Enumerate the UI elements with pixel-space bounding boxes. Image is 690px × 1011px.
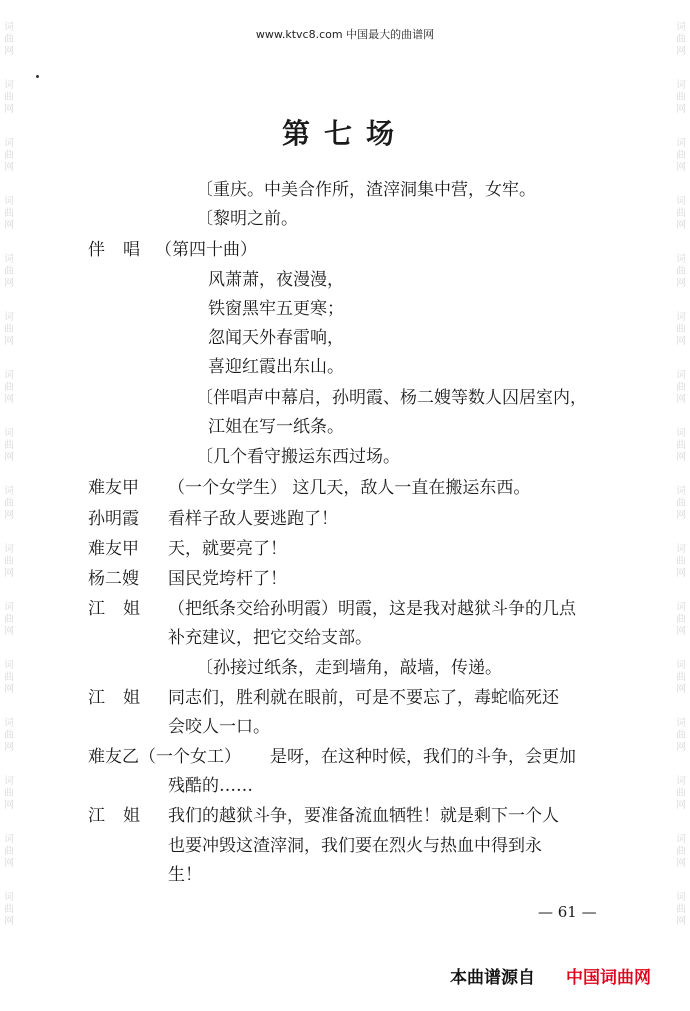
watermark-glyph-group xyxy=(676,80,686,116)
footer-source-label: 本曲谱源自 xyxy=(450,968,535,988)
watermark-glyph: 曲 xyxy=(676,614,686,625)
watermark-glyph: 曲 xyxy=(676,730,686,741)
stage-direction: 〔重庆。中美合作所，渣滓洞集中营，女牢。 xyxy=(196,180,536,200)
lyric-line: 风萧萧，夜漫漫， xyxy=(208,270,344,290)
watermark-glyph-group xyxy=(4,602,14,638)
watermark-glyph: 网 xyxy=(4,452,14,463)
watermark-glyph-group xyxy=(4,660,14,696)
watermark-glyph: 词 xyxy=(676,254,686,265)
watermark-glyph-group xyxy=(676,196,686,232)
dialogue-text: 会咬人一口。 xyxy=(168,717,270,737)
watermark-glyph: 词 xyxy=(676,428,686,439)
watermark-glyph: 曲 xyxy=(4,382,14,393)
dialogue-text: （把纸条交给孙明霞）明霞，这是我对越狱斗争的几点 xyxy=(168,599,576,619)
speaker-name: 孙明霞 xyxy=(88,509,139,529)
watermark-glyph: 词 xyxy=(4,254,14,265)
watermark-glyph: 曲 xyxy=(676,672,686,683)
speaker-name: 江姐 xyxy=(88,599,158,619)
watermark-glyph: 曲 xyxy=(4,846,14,857)
watermark-glyph-group xyxy=(676,660,686,696)
watermark-glyph-group xyxy=(676,776,686,812)
watermark-glyph: 词 xyxy=(4,776,14,787)
dialogue-text: 天，就要亮了！ xyxy=(168,539,287,559)
watermark-glyph: 词 xyxy=(676,22,686,33)
watermark-glyph: 曲 xyxy=(676,34,686,45)
watermark-glyph: 曲 xyxy=(4,34,14,45)
speaker-name: 难友乙（一个女工） xyxy=(88,747,241,767)
watermark-glyph: 网 xyxy=(4,162,14,173)
watermark-glyph: 曲 xyxy=(4,730,14,741)
watermark-glyph: 曲 xyxy=(676,266,686,277)
scene-title: 第七场 xyxy=(281,117,408,150)
watermark-glyph: 网 xyxy=(4,626,14,637)
watermark-glyph: 网 xyxy=(676,278,686,289)
stage-direction: 〔黎明之前。 xyxy=(196,209,298,229)
footer-site-link[interactable]: 中国词曲网 xyxy=(566,968,651,988)
watermark-glyph: 词 xyxy=(4,660,14,671)
watermark-glyph-group xyxy=(4,370,14,406)
dialogue-text: 是呀，在这种时候，我们的斗争，会更加 xyxy=(270,747,576,767)
speaker-name: 江姐 xyxy=(88,688,158,708)
watermark-glyph: 网 xyxy=(676,452,686,463)
watermark-glyph: 词 xyxy=(676,834,686,845)
watermark-glyph: 词 xyxy=(676,544,686,555)
watermark-glyph-group xyxy=(676,486,686,522)
watermark-glyph: 网 xyxy=(676,336,686,347)
watermark-glyph: 网 xyxy=(4,46,14,57)
dialogue-text: 我们的越狱斗争，要准备流血牺牲！就是剩下一个人 xyxy=(168,806,559,826)
print-speck xyxy=(36,75,39,78)
watermark-glyph: 词 xyxy=(676,602,686,613)
stage-direction: 〔孙接过纸条，走到墙角，敲墙，传递。 xyxy=(196,658,502,678)
watermark-glyph: 曲 xyxy=(4,150,14,161)
watermark-glyph: 词 xyxy=(4,80,14,91)
watermark-glyph: 曲 xyxy=(4,324,14,335)
stage-direction: 〔几个看守搬运东西过场。 xyxy=(196,447,400,467)
watermark-glyph: 网 xyxy=(676,684,686,695)
watermark-glyph: 网 xyxy=(4,568,14,579)
watermark-glyph: 网 xyxy=(4,220,14,231)
watermark-glyph: 词 xyxy=(4,138,14,149)
watermark-glyph: 曲 xyxy=(4,440,14,451)
watermark-glyph: 网 xyxy=(676,800,686,811)
watermark-glyph: 网 xyxy=(676,46,686,57)
site-header: www.ktvc8.com 中国最大的曲谱网 xyxy=(255,28,435,41)
watermark-glyph-group xyxy=(4,776,14,812)
watermark-glyph: 曲 xyxy=(676,150,686,161)
dialogue-text: 残酷的…… xyxy=(168,776,253,796)
dialogue-text: 国民党垮杆了！ xyxy=(168,569,287,589)
watermark-glyph: 曲 xyxy=(676,382,686,393)
watermark-glyph-group xyxy=(4,486,14,522)
watermark-glyph: 曲 xyxy=(676,846,686,857)
watermark-glyph: 网 xyxy=(4,336,14,347)
watermark-glyph: 网 xyxy=(676,220,686,231)
watermark-glyph: 曲 xyxy=(4,266,14,277)
watermark-glyph-group xyxy=(4,428,14,464)
lyric-line: 忽闻天外春雷响， xyxy=(208,328,344,348)
watermark-glyph: 曲 xyxy=(676,440,686,451)
watermark-glyph: 词 xyxy=(676,718,686,729)
watermark-glyph: 词 xyxy=(4,544,14,555)
watermark-glyph: 词 xyxy=(676,138,686,149)
watermark-glyph: 词 xyxy=(676,486,686,497)
watermark-glyph: 网 xyxy=(676,568,686,579)
watermark-glyph: 曲 xyxy=(676,324,686,335)
dialogue-text: 看样子敌人要逃跑了！ xyxy=(168,509,338,529)
watermark-glyph: 词 xyxy=(4,370,14,381)
watermark-glyph: 网 xyxy=(676,916,686,927)
dialogue-text: （一个女学生） 这几天，敌人一直在搬运东西。 xyxy=(168,478,531,498)
watermark-glyph-group xyxy=(4,196,14,232)
watermark-glyph: 网 xyxy=(4,278,14,289)
watermark-glyph: 网 xyxy=(676,510,686,521)
watermark-glyph-group xyxy=(4,254,14,290)
watermark-glyph: 词 xyxy=(4,196,14,207)
watermark-glyph: 曲 xyxy=(676,788,686,799)
watermark-glyph: 网 xyxy=(676,626,686,637)
watermark-glyph: 曲 xyxy=(676,556,686,567)
watermark-glyph: 曲 xyxy=(4,788,14,799)
watermark-glyph: 词 xyxy=(676,892,686,903)
speaker-name: 江姐 xyxy=(88,806,158,826)
song-label: （第四十曲） xyxy=(155,240,257,260)
watermark-glyph: 曲 xyxy=(4,904,14,915)
watermark-glyph: 曲 xyxy=(4,498,14,509)
dialogue-text: 也要冲毁这渣滓洞，我们要在烈火与热血中得到永 xyxy=(168,836,542,856)
watermark-glyph: 网 xyxy=(676,858,686,869)
lyric-line: 喜迎红霞出东山。 xyxy=(208,357,344,377)
watermark-glyph: 曲 xyxy=(4,614,14,625)
watermark-glyph: 网 xyxy=(676,162,686,173)
lyric-line: 铁窗黑牢五更寒； xyxy=(208,299,344,319)
watermark-glyph-group xyxy=(676,544,686,580)
watermark-glyph-group xyxy=(676,718,686,754)
watermark-glyph: 词 xyxy=(676,196,686,207)
watermark-glyph: 曲 xyxy=(4,556,14,567)
speaker-name: 杨二嫂 xyxy=(88,569,139,589)
watermark-glyph: 网 xyxy=(4,104,14,115)
watermark-glyph: 词 xyxy=(4,428,14,439)
watermark-glyph: 网 xyxy=(4,800,14,811)
watermark-glyph: 网 xyxy=(4,916,14,927)
speaker-name: 难友甲 xyxy=(88,539,139,559)
watermark-glyph: 词 xyxy=(4,892,14,903)
dialogue-text: 补充建议，把它交给支部。 xyxy=(168,628,372,648)
watermark-glyph: 词 xyxy=(676,312,686,323)
watermark-glyph-group xyxy=(4,834,14,870)
stage-direction: 江姐在写一纸条。 xyxy=(208,417,344,437)
watermark-glyph: 词 xyxy=(676,370,686,381)
stage-direction: 〔伴唱声中幕启，孙明霞、杨二嫂等数人囚居室内， xyxy=(196,388,587,408)
watermark-glyph: 网 xyxy=(4,510,14,521)
watermark-glyph-group xyxy=(676,312,686,348)
dialogue-text: 同志们，胜利就在眼前，可是不要忘了，毒蛇临死还 xyxy=(168,688,559,708)
watermark-glyph: 网 xyxy=(676,742,686,753)
watermark-glyph: 曲 xyxy=(676,904,686,915)
watermark-glyph: 词 xyxy=(676,80,686,91)
watermark-glyph-group xyxy=(4,892,14,928)
watermark-glyph: 词 xyxy=(676,776,686,787)
watermark-glyph-group xyxy=(4,80,14,116)
speaker-name: 难友甲 xyxy=(88,478,139,498)
watermark-glyph: 网 xyxy=(4,858,14,869)
watermark-glyph-group xyxy=(676,428,686,464)
watermark-glyph: 词 xyxy=(4,834,14,845)
watermark-glyph-group xyxy=(4,718,14,754)
watermark-glyph: 曲 xyxy=(676,92,686,103)
watermark-glyph: 网 xyxy=(4,684,14,695)
watermark-glyph: 词 xyxy=(4,486,14,497)
watermark-glyph-group xyxy=(676,254,686,290)
watermark-glyph: 词 xyxy=(676,660,686,671)
watermark-glyph: 词 xyxy=(4,22,14,33)
watermark-glyph-group xyxy=(676,370,686,406)
watermark-glyph-group xyxy=(4,544,14,580)
watermark-glyph: 曲 xyxy=(4,92,14,103)
watermark-glyph-group xyxy=(676,892,686,928)
watermark-glyph: 网 xyxy=(4,394,14,405)
watermark-glyph: 词 xyxy=(4,312,14,323)
watermark-glyph: 网 xyxy=(676,394,686,405)
page-number: — 61 — xyxy=(538,903,597,921)
watermark-glyph: 网 xyxy=(676,104,686,115)
watermark-glyph: 词 xyxy=(4,602,14,613)
watermark-glyph-group xyxy=(4,312,14,348)
dialogue-text: 生！ xyxy=(168,865,202,885)
watermark-glyph-group xyxy=(676,602,686,638)
watermark-glyph: 网 xyxy=(4,742,14,753)
watermark-glyph: 曲 xyxy=(676,208,686,219)
watermark-glyph-group xyxy=(676,834,686,870)
speaker-name: 伴唱 xyxy=(88,240,158,260)
watermark-glyph: 曲 xyxy=(4,208,14,219)
watermark-glyph: 曲 xyxy=(676,498,686,509)
watermark-glyph: 曲 xyxy=(4,672,14,683)
watermark-glyph: 词 xyxy=(4,718,14,729)
